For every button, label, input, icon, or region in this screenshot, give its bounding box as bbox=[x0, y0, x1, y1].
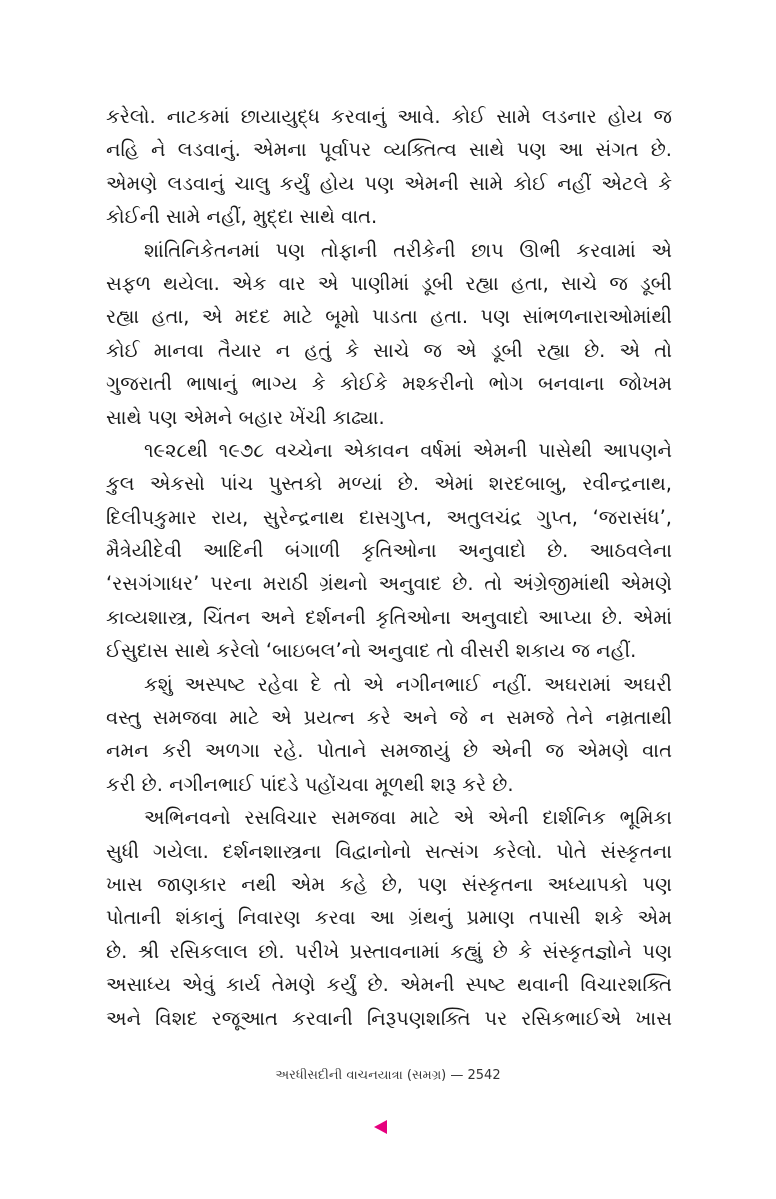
text-line: અભિનવનો રસવિચાર સમજવા માટે એ એની દાર્શનિક ભૂમિકા bbox=[144, 806, 672, 830]
text-line: રહ્યા હતા, એ મદદ માટે બૂમો પાડતા હતા. પણ સાંભળનારાઓમાંથી bbox=[106, 305, 672, 329]
text-line: ગુજરાતી ભાષાનું ભાગ્ય કે કોઈકે મશ્કરીનો ભોગ બનવાના જોખમ bbox=[106, 372, 672, 396]
text-line: દિલીપકુમાર રાય, સુરેન્દ્રનાથ દાસગુપ્ત, અતુલચંદ્ર ગુપ્ત, ‘જરાસંધ’, bbox=[106, 505, 672, 529]
text-line: કરી છે. નગીનભાઈ પાંદડે પહોંચવા મૂળથી શરૂ કરે છે. bbox=[106, 772, 514, 796]
text-line: ૧૯૨૮થી ૧૯૭૮ વચ્ચેના એકાવન વર્ષમાં એમની પાસેથી આપણને bbox=[144, 438, 672, 462]
paragraph-5 bbox=[106, 801, 672, 1035]
text-line: અસાધ્ય એવું કાર્ય તેમણે કર્યું છે. એમની સ્પષ્ટ થવાની વિચારશક્તિ bbox=[106, 973, 672, 997]
text-line: પોતાની શંકાનું નિવારણ કરવા આ ગ્રંથનું પ્રમાણ તપાસી શકે એમ bbox=[106, 906, 672, 930]
text-line: ‘રસગંગાધર’ પરના મરાઠી ગ્રંથનો અનુવાદ છે. તો અંગ્રેજીમાંથી એમણે bbox=[106, 572, 672, 596]
page-footer: અરધીસદીની વાચનયાત્રા (સમગ્ર) — 2542 bbox=[275, 1068, 501, 1083]
text-line: સફળ થયેલા. એક વાર એ પાણીમાં ડૂબી રહ્યા હતા, સાચે જ ડૂબી bbox=[106, 271, 672, 295]
text-line: શાંતિનિકેતનમાં પણ તોફાની તરીકેની છાપ ઊભી કરવામાં એ bbox=[144, 238, 672, 262]
triangle-left-icon[interactable] bbox=[374, 1120, 387, 1134]
body-text bbox=[106, 100, 672, 1035]
text-line: અને વિશદ રજૂઆત કરવાની નિરૂપણશક્તિ પર રસિકભાઈએ ખાસ bbox=[106, 1006, 672, 1030]
paragraph-3 bbox=[106, 434, 672, 668]
text-line: કરેલો. નાટકમાં છાયાયુદ્ધ કરવાનું આવે. કોઈ સામે લડનાર હોય જ bbox=[106, 105, 672, 128]
text-line: છે. શ્રી રસિકલાલ છો. પરીખે પ્રસ્તાવનામાં કહ્યું છે કે સંસ્કૃતજ્ઞોને પણ bbox=[106, 939, 672, 963]
text-line: સુધી ગયેલા. દર્શનશાસ્ત્રના વિદ્વાનોનો સત્સંગ કરેલો. પોતે સંસ્કૃતના bbox=[106, 839, 672, 863]
text-line: ઈસુદાસ સાથે કરેલો ‘બાઇબલ’નો અનુવાદ તો વીસરી શકાય જ નહીં. bbox=[106, 639, 637, 663]
text-line: એમણે લડવાનું ચાલુ કર્યું હોય પણ એમની સામે કોઈ નહીં એટલે કે bbox=[106, 171, 672, 195]
text-line: કોઈ માનવા તૈયાર ન હતું કે સાચે જ એ ડૂબી રહ્યા છે. એ તો bbox=[106, 338, 672, 362]
paragraph-4 bbox=[106, 668, 672, 802]
text-line: ખાસ જાણકાર નથી એમ કહે છે, પણ સંસ્કૃતના અધ્યાપકો પણ bbox=[106, 872, 672, 896]
text-line: કુલ એકસો પાંચ પુસ્તકો મળ્યાં છે. એમાં શરદબાબુ, રવીન્દ્રનાથ, bbox=[106, 472, 672, 496]
text-line: કાવ્યશાસ્ત્ર, ચિંતન અને દર્શનની કૃતિઓના અનુવાદો આપ્યા છે. એમાં bbox=[106, 605, 672, 629]
text-line: વસ્તુ સમજવા માટે એ પ્રયત્ન કરે અને જે ન સમજે તેને નમ્રતાથી bbox=[106, 706, 672, 730]
text-line: કશું અસ્પષ્ટ રહેવા દે તો એ નગીનભાઈ નહીં. અઘરામાં અઘરી bbox=[144, 672, 672, 696]
text-line: નમન કરી અળગા રહે. પોતાને સમજાયું છે એની જ એમણે વાત bbox=[106, 739, 672, 763]
text-line: મૈત્રેયીદેવી આદિની બંગાળી કૃતિઓના અનુવાદો છે. આઠવલેના bbox=[106, 539, 672, 563]
paragraph-2 bbox=[106, 234, 672, 434]
text-line: નહિ ને લડવાનું. એમના પૂર્વાપર વ્યક્તિત્વ સાથે પણ આ સંગત છે. bbox=[106, 138, 672, 162]
text-line: સાથે પણ એમને બહાર ખેંચી કાઢ્યા. bbox=[106, 405, 385, 429]
text-line: કોઈની સામે નહીં, મુદ્દા સાથે વાત. bbox=[106, 205, 378, 229]
paragraph-1 bbox=[106, 100, 672, 234]
